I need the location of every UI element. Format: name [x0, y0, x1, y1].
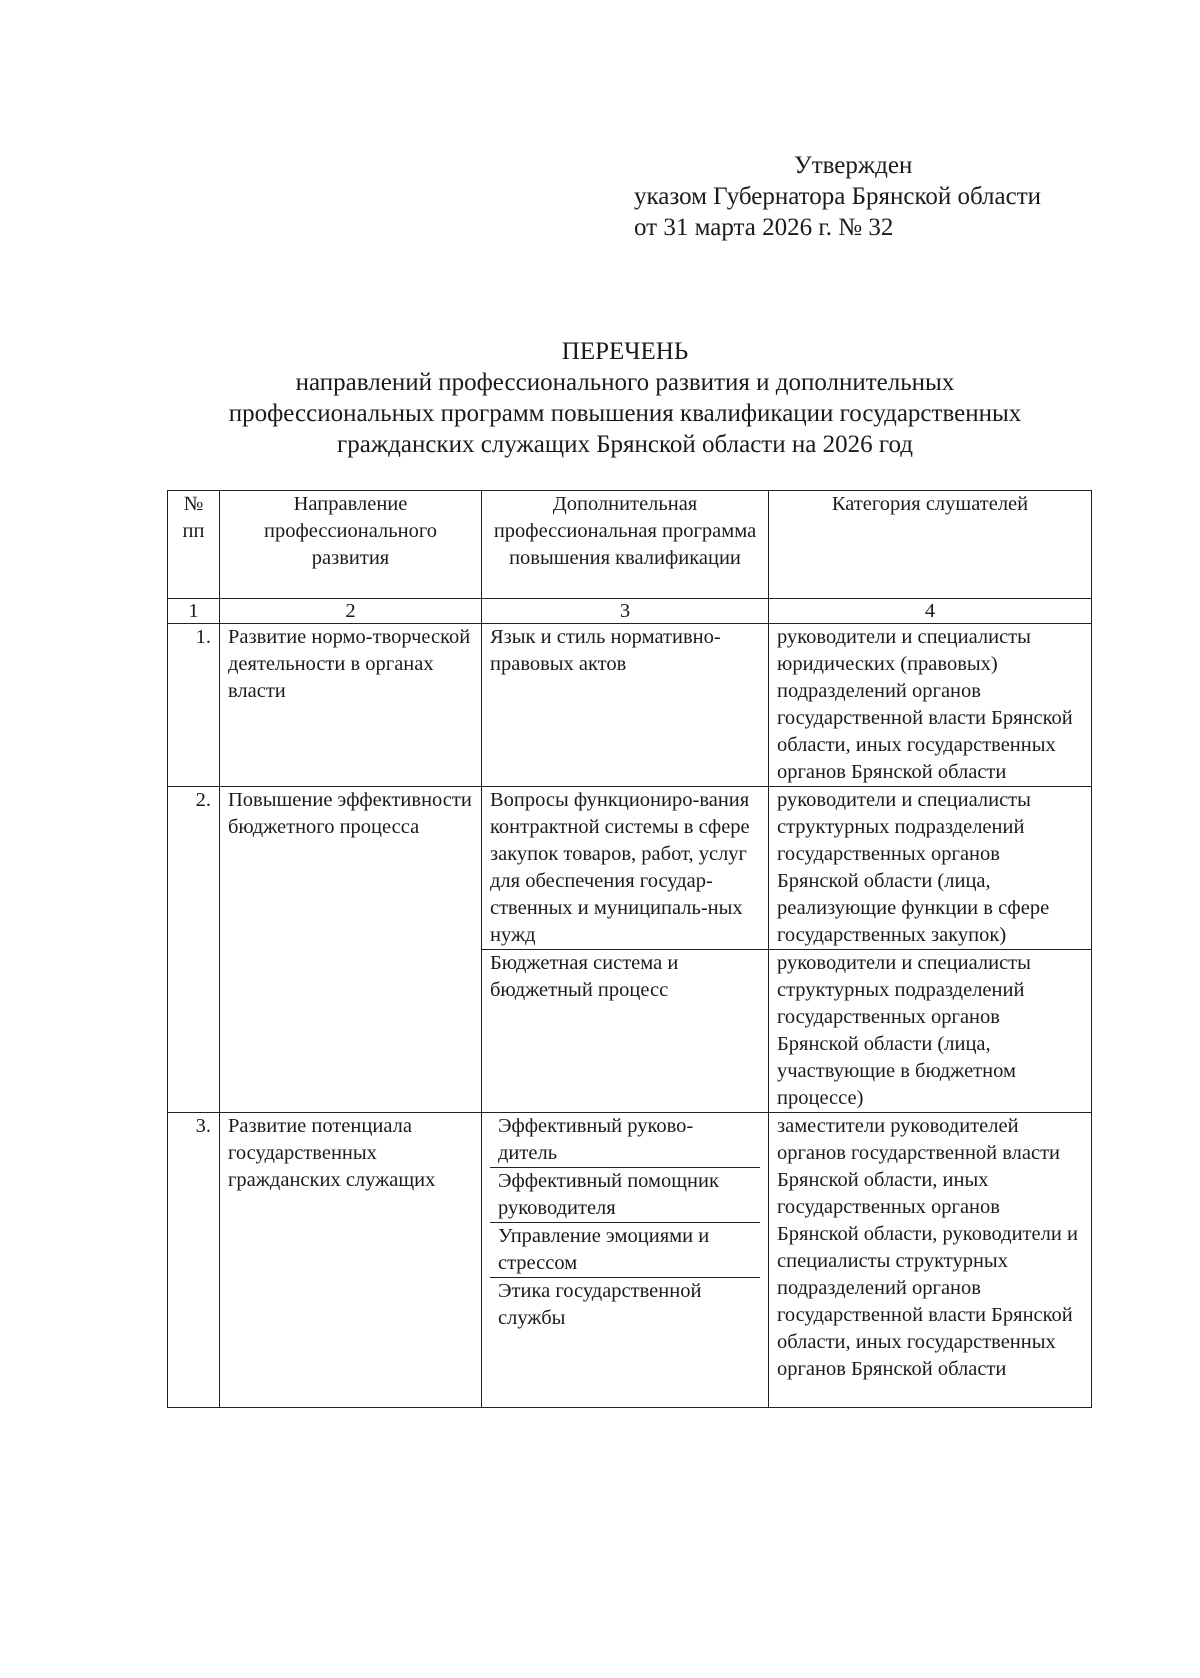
header-direction: Направление профессионального развития	[220, 491, 482, 599]
program-cell: Вопросы функциониро-вания контрактной системы в сфере закупок товаров, работ, услуг для обеспечения государ-ственных и муниципаль-ных нужд	[482, 787, 769, 950]
approval-line-3: от 31 марта 2026 г. № 32	[634, 214, 894, 241]
program-item: Эффективный помощник руководителя	[490, 1168, 760, 1223]
column-number: 2	[220, 599, 482, 624]
row-number: 2.	[168, 787, 220, 1113]
document-title: ПЕРЕЧЕНЬ	[561, 338, 689, 365]
header-category: Категория слушателей	[769, 491, 1092, 599]
category-cell: заместители руководителей органов государственной власти Брянской области, иных государственных органов Брянской области, руководители и специалисты структурных подразделений органов государственной власти Брянской области, иных государственных органов Брянской области	[769, 1113, 1092, 1408]
header-num: № пп	[168, 491, 220, 599]
program-cell: Язык и стиль нормативно-правовых актов	[482, 624, 769, 787]
program-item: Этика государственной службы	[498, 1280, 702, 1329]
program-list-cell	[482, 1113, 769, 1408]
table-row	[168, 1113, 1092, 1408]
approval-line-2: указом Губернатора Брянской области	[634, 183, 1042, 210]
column-number: 1	[168, 599, 220, 624]
column-number: 3	[482, 599, 769, 624]
program-cell: Бюджетная система и бюджетный процесс	[482, 950, 769, 1113]
heading-line-2: профессиональных программ повышения квалификации государственных	[228, 400, 1022, 427]
direction-cell: Развитие потенциала государственных гражданских служащих	[220, 1113, 482, 1408]
table-row	[168, 624, 1092, 787]
directions-table	[167, 490, 1092, 1408]
direction-cell: Повышение эффективности бюджетного процесса	[220, 787, 482, 1113]
header-program: Дополнительная профессиональная программа повышения квалификации	[482, 491, 769, 599]
row-number: 1.	[168, 624, 220, 787]
document-heading	[160, 336, 1090, 460]
row-number: 3.	[168, 1113, 220, 1408]
category-cell: руководители и специалисты юридических (правовых) подразделений органов государственной власти Брянской области, иных государственных органов Брянской области	[769, 624, 1092, 787]
heading-line-3: гражданских служащих Брянской области на 2026 год	[337, 431, 913, 458]
table-row	[168, 787, 1092, 950]
program-item: Управление эмоциями и стрессом	[490, 1223, 760, 1278]
heading-line-1: направлений профессионального развития и дополнительных	[295, 369, 955, 396]
program-item: Эффективный руково-дитель	[490, 1113, 760, 1168]
direction-cell: Развитие нормо-творческой деятельности в органах власти	[220, 624, 482, 787]
approval-stamp	[634, 150, 1041, 243]
column-number: 4	[769, 599, 1092, 624]
column-number-row	[168, 599, 1092, 624]
approval-line-1: Утвержден	[794, 152, 913, 179]
table-header-row	[168, 491, 1092, 599]
category-cell: руководители и специалисты структурных подразделений государственных органов Брянской области (лица, участвующие в бюджетном процессе)	[769, 950, 1092, 1113]
category-cell: руководители и специалисты структурных подразделений государственных органов Брянской области (лица, реализующие функции в сфере государственных закупок)	[769, 787, 1092, 950]
